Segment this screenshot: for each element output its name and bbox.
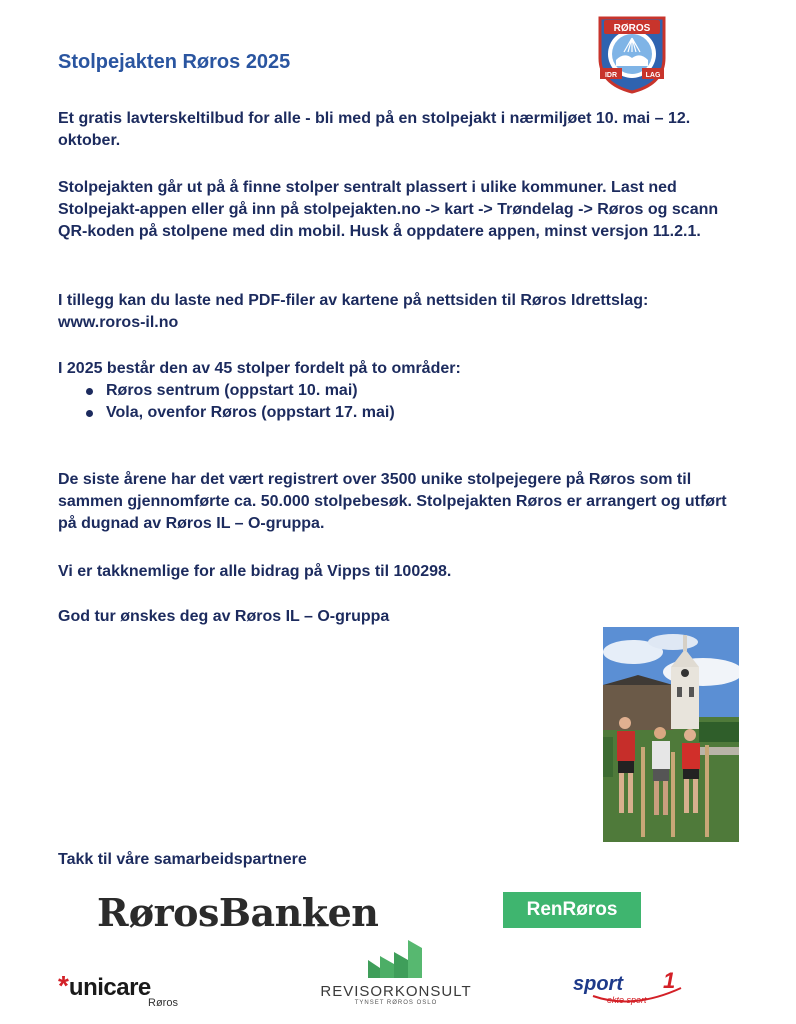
club-logo <box>594 12 670 99</box>
sport1-logo <box>573 966 688 1011</box>
how-to-paragraph: Stolpejakten går ut på å finne stolper sentralt plassert i ulike kommuner. Last ned Stolpejakt-appen eller gå inn på stolpejakten.no -> kart -> Trøndelag -> Røros og scann QR-koden på stolpene med din mobil. Husk å oppdatere appen, minst versjon 11.2.1. <box>58 179 719 240</box>
rorosbanken-logo: RørosBanken <box>97 890 379 935</box>
vipps-paragraph: Vi er takknemlige for alle bidrag på Vipps til 100298. <box>58 563 452 580</box>
sport1-number: 1 <box>663 968 676 993</box>
club-logo-top-text: RØROS <box>613 23 651 34</box>
sport1-name: sport <box>573 973 623 995</box>
club-logo-left-text: IDR <box>604 72 618 79</box>
sponsors-heading: Takk til våre samarbeidspartnere <box>58 851 307 868</box>
asterisk-icon: * <box>58 970 69 1001</box>
revisorkonsult-logo <box>318 938 474 1006</box>
revisorkonsult-name: REVISORKONSULT <box>320 983 472 1000</box>
revisorkonsult-locations: TYNSET RØROS OSLO <box>354 1000 438 1006</box>
areas-section <box>58 358 758 424</box>
farewell-paragraph: God tur ønskes deg av Røros IL – O-gruppa <box>58 608 390 625</box>
sport1-tagline: ekte sport <box>607 995 647 1005</box>
unicare-name: unicare <box>68 974 151 1001</box>
photo-runners-church <box>603 627 739 842</box>
club-logo-right-text: LAG <box>645 72 661 79</box>
intro-paragraph: Et gratis lavterskeltilbud for alle - bli med på en stolpejakt i nærmiljøet 10. mai – 12. oktober. <box>58 110 691 149</box>
unicare-logo <box>58 970 178 1009</box>
areas-list <box>58 380 758 424</box>
renroros-logo: RenRøros <box>503 892 641 928</box>
areas-intro: I 2025 består den av 45 stolper fordelt på to områder: <box>58 360 461 377</box>
bars-icon <box>366 938 426 978</box>
pdf-info-paragraph: I tillegg kan du laste ned PDF-filer av kartene på nettsiden til Røros Idrettslag: www.roros-il.no <box>58 292 649 331</box>
list-item: Vola, ovenfor Røros (oppstart 17. mai) <box>86 402 758 424</box>
stats-paragraph: De siste årene har det vært registrert over 3500 unike stolpejegere på Røros som til sammen gjennomførte ca. 50.000 stolpebesøk. Stolpejakten Røros er arrangert og utført på dugnad av Røros IL – O-gruppa. <box>58 471 727 532</box>
page-title: Stolpejakten Røros 2025 <box>58 51 291 73</box>
list-item: Røros sentrum (oppstart 10. mai) <box>86 380 758 402</box>
unicare-location: Røros <box>148 997 178 1009</box>
